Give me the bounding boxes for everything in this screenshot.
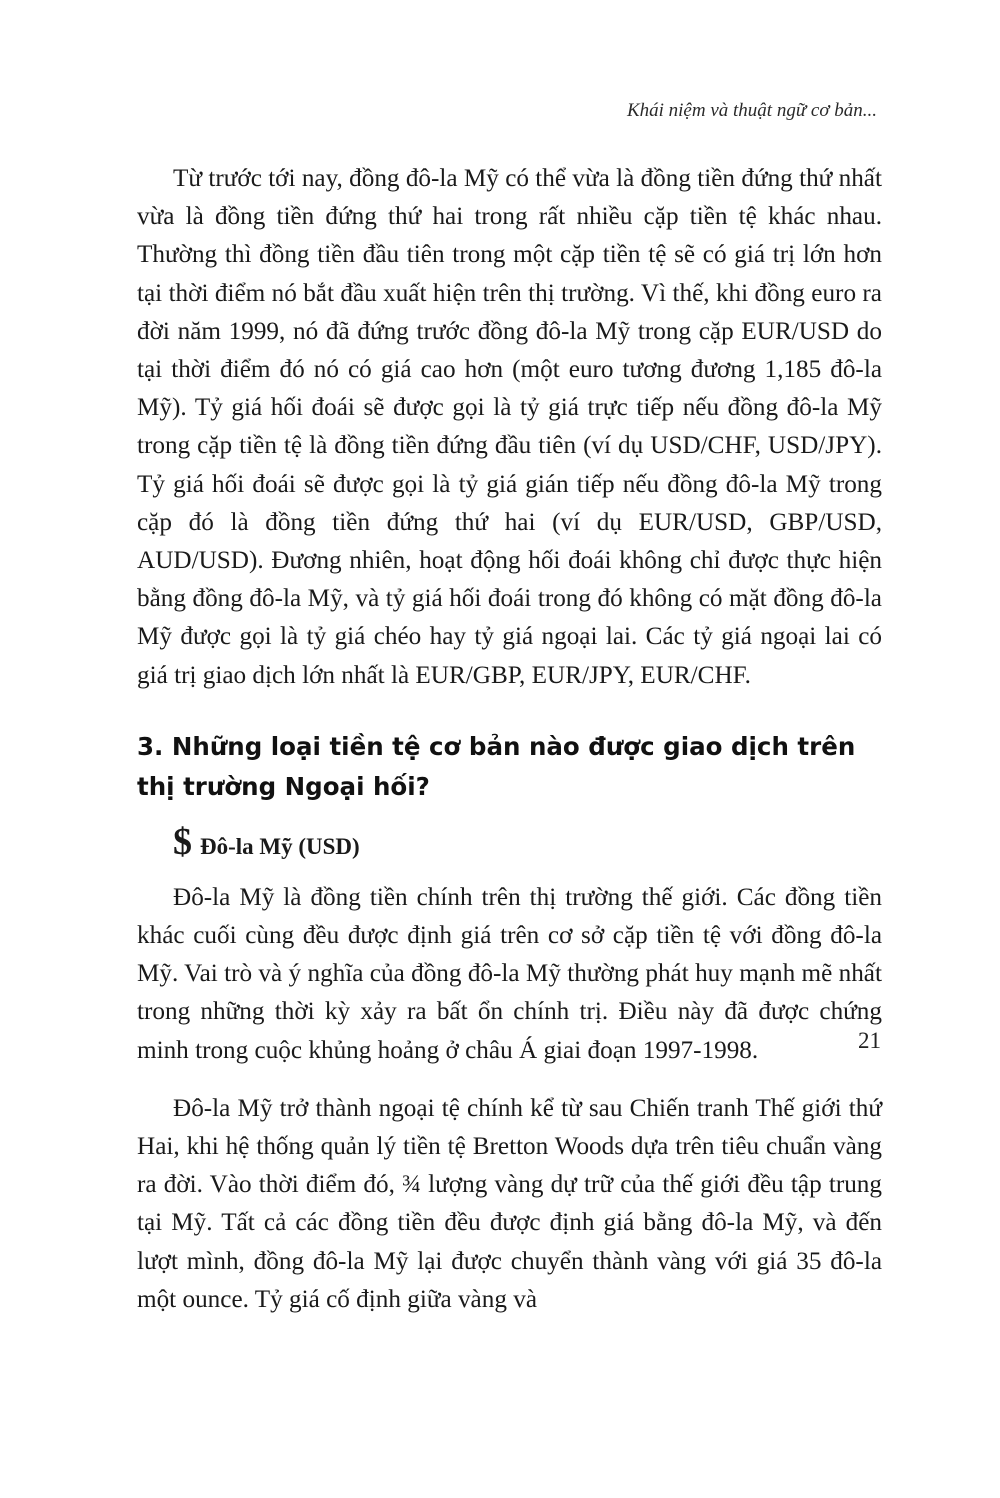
subsection-title: Đô-la Mỹ (USD) bbox=[200, 833, 360, 859]
subsection-heading bbox=[173, 820, 882, 863]
running-header: Khái niệm và thuật ngữ cơ bản... bbox=[626, 100, 877, 121]
page-number: 21 bbox=[858, 1028, 881, 1053]
dollar-icon: $ bbox=[173, 820, 192, 863]
paragraph-3: Đô-la Mỹ trở thành ngoại tệ chính kể từ sau Chiến tranh Thế giới thứ Hai, khi hệ thống quản lý tiền tệ Bretton Woods dựa trên tiêu chuẩn vàng ra đời. Vào thời điểm đó, ¾ lượng vàng dự trữ của thế giới đều tập trung tại Mỹ. Tất cả các đồng tiền đều được định giá bằng đô-la Mỹ, và đến lượt mình, đồng đô-la Mỹ lại được chuyển thành vàng với giá 35 đô-la một ounce. Tỷ giá cố định giữa vàng và bbox=[137, 1094, 882, 1313]
page-content bbox=[137, 160, 882, 1339]
section-heading: 3. Những loại tiền tệ cơ bản nào được giao dịch trên thị trường Ngoại hối? bbox=[137, 731, 856, 801]
paragraph-2: Đô-la Mỹ là đồng tiền chính trên thị trường thế giới. Các đồng tiền khác cuối cùng đều được định giá trên cơ sở cặp tiền tệ với đồng đô-la Mỹ. Vai trò và ý nghĩa của đồng đô-la Mỹ thường phát huy mạnh mẽ nhất trong những thời kỳ xảy ra bất ổn chính trị. Điều này đã được chứng minh trong cuộc khủng hoảng ở châu Á giai đoạn 1997-1998. bbox=[137, 883, 882, 1064]
paragraph-1: Từ trước tới nay, đồng đô-la Mỹ có thể vừa là đồng tiền đứng thứ nhất vừa là đồng tiền đứng thứ hai trong rất nhiều cặp tiền tệ khác nhau. Thường thì đồng tiền đầu tiên trong một cặp tiền tệ sẽ có giá trị lớn hơn tại thời điểm nó bắt đầu xuất hiện trên thị trường. Vì thế, khi đồng euro ra đời năm 1999, nó đã đứng trước đồng đô-la Mỹ trong cặp EUR/USD do tại thời điểm đó nó có giá cao hơn (một euro tương đương 1,185 đô-la Mỹ). Tỷ giá hối đoái sẽ được gọi là tỷ giá trực tiếp nếu đồng đô-la Mỹ trong cặp tiền tệ là đồng tiền đứng đầu tiên (ví dụ USD/CHF, USD/JPY). Tỷ giá hối đoái sẽ được gọi là tỷ giá gián tiếp nếu đồng đô-la Mỹ trong cặp đó là đồng tiền đứng thứ hai (ví dụ EUR/USD, GBP/USD, AUD/USD). Đương nhiên, hoạt động hối đoái không chỉ được thực hiện bằng đồng đô-la Mỹ, và tỷ giá hối đoái trong đó không có mặt đồng đô-la Mỹ được gọi là tỷ giá chéo hay tỷ giá ngoại lai. Các tỷ giá ngoại lai có giá trị giao dịch lớn nhất là EUR/GBP, EUR/JPY, EUR/CHF. bbox=[137, 165, 882, 689]
